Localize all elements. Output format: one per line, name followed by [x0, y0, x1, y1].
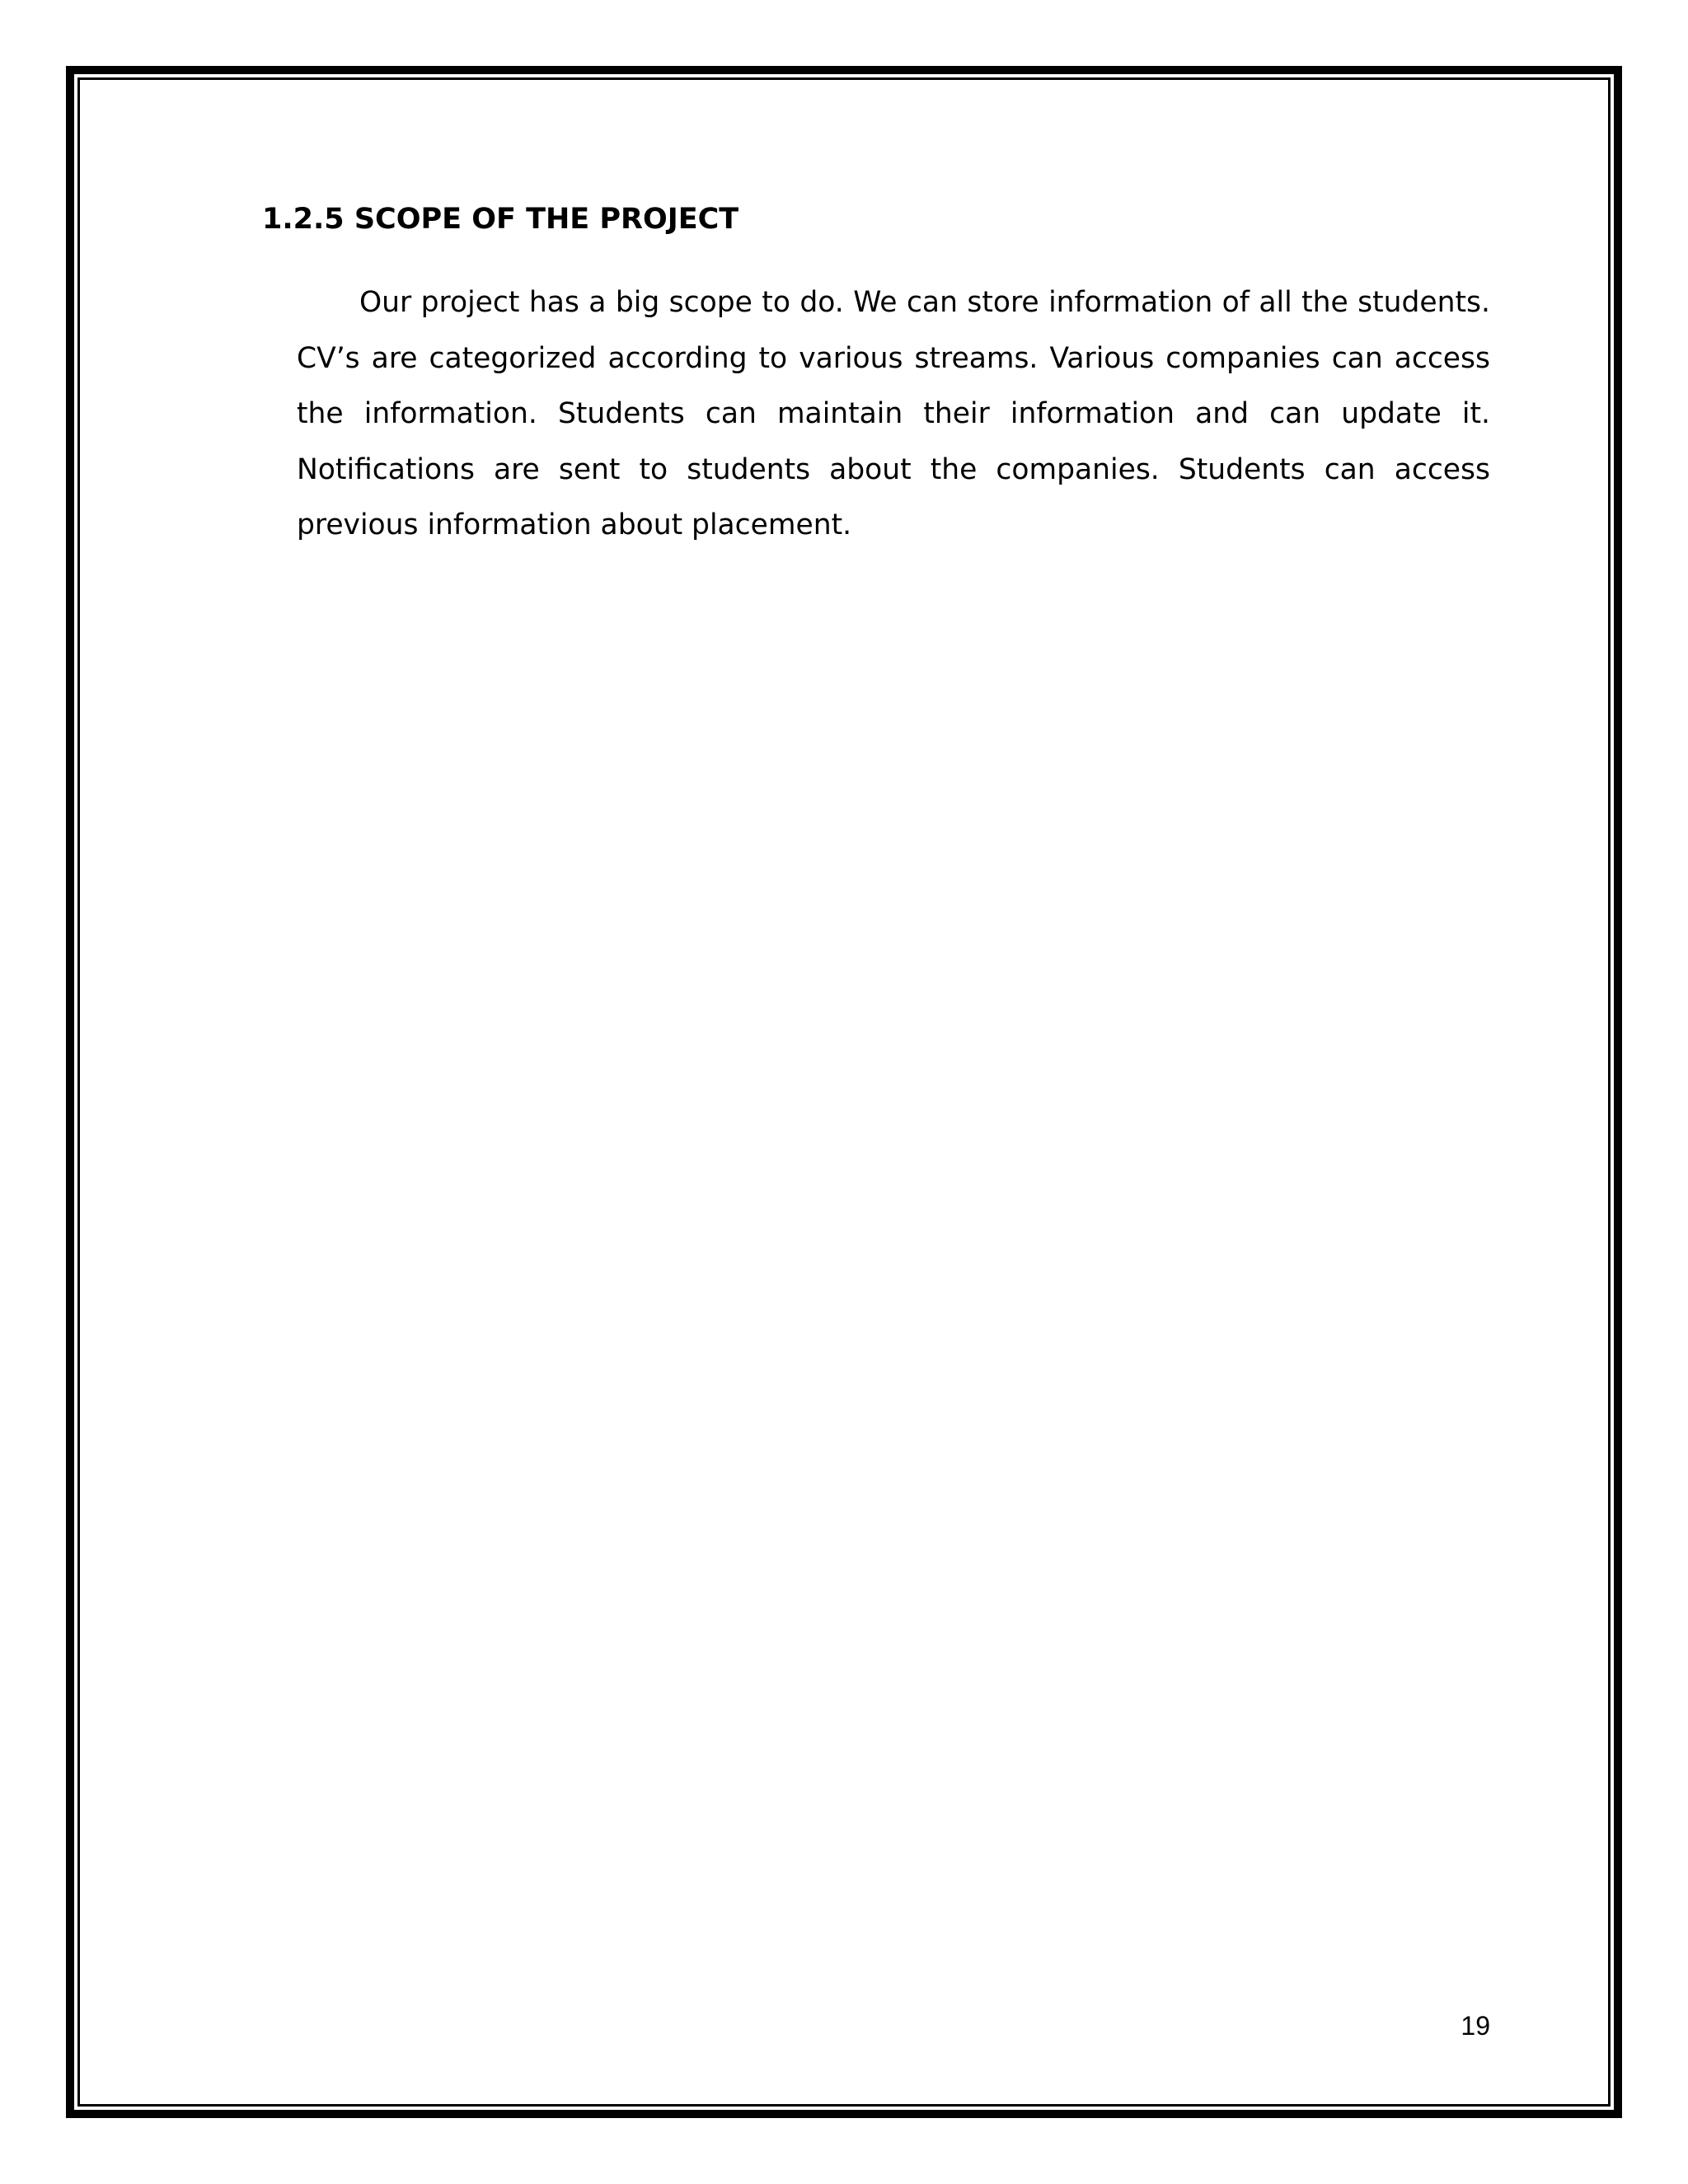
page-number: 19	[1461, 2011, 1490, 2041]
section-paragraph: Our project has a big scope to do. We can store information of all the students. CV’s are categorized according to various streams. Various companies can access the information. Students can maintain their information and can update it. Notifications are sent to students about the companies. Students can access previous information about placement.	[297, 286, 1490, 541]
section-heading: 1.2.5 SCOPE OF THE PROJECT	[262, 203, 739, 236]
